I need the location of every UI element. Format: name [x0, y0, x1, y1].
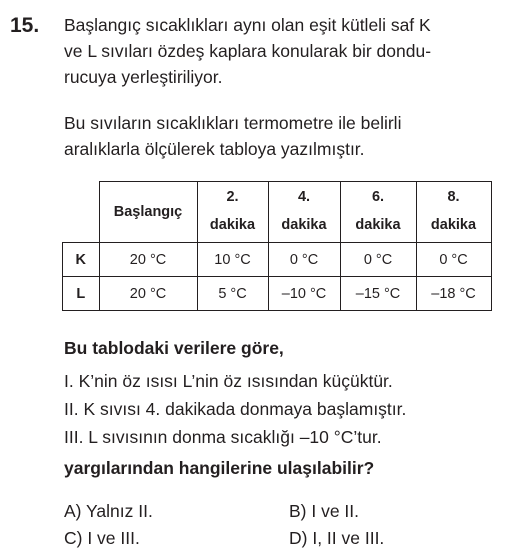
table-cell: 5 °C — [197, 277, 268, 311]
table-cell: –10 °C — [268, 277, 340, 311]
option-a[interactable]: A) Yalnız II. — [64, 501, 153, 521]
question-paragraph-1 — [64, 12, 504, 90]
table-cell: 0 °C — [416, 243, 491, 277]
paragraph-line: rucuya yerleştiriliyor. — [64, 67, 223, 87]
statement-1: I. K’nin öz ısısı L’nin öz ısısından küçüktür. — [64, 371, 393, 391]
table-row — [63, 277, 492, 311]
table-cell: –18 °C — [416, 277, 491, 311]
header-bottom: dakika — [430, 217, 477, 233]
statement-3: III. L sıvısının donma sıcaklığı –10 °C’tur. — [64, 427, 382, 447]
option-b[interactable]: B) I ve II. — [289, 501, 360, 521]
header-start: Başlangıç — [99, 182, 197, 243]
header-col-2 — [197, 182, 268, 243]
paragraph-line: aralıklarla ölçülerek tabloya yazılmıştır. — [64, 139, 365, 159]
temperature-table — [62, 181, 492, 311]
table-cell: 0 °C — [340, 243, 416, 277]
table-cell: 0 °C — [268, 243, 340, 277]
row-label: L — [63, 277, 100, 311]
question-number: 15. — [10, 14, 40, 37]
paragraph-line: Bu sıvıların sıcaklıkları termometre ile belirli — [64, 113, 402, 133]
table-cell: 20 °C — [99, 243, 197, 277]
header-bottom: dakika — [209, 217, 256, 233]
header-top: 6. — [371, 189, 385, 205]
header-bottom: dakika — [281, 217, 327, 233]
option-d[interactable]: D) I, II ve III. — [289, 528, 385, 548]
table-cell: –15 °C — [340, 277, 416, 311]
header-bottom: dakika — [355, 217, 401, 233]
table-header-row — [63, 182, 492, 243]
header-top: 8. — [447, 189, 460, 205]
header-top: 2. — [226, 189, 239, 205]
question-paragraph-2 — [64, 110, 504, 162]
paragraph-line: Başlangıç sıcaklıkları aynı olan eşit kütleli saf K — [64, 15, 431, 35]
table-corner-cell — [63, 182, 100, 243]
table-row — [63, 243, 492, 277]
header-top: 4. — [297, 189, 311, 205]
prompt-intro: Bu tablodaki verilere göre, — [64, 338, 284, 358]
statement-2: II. K sıvısı 4. dakikada donmaya başlamıştır. — [64, 399, 407, 419]
header-col-6 — [340, 182, 416, 243]
prompt-question: yargılarından hangilerine ulaşılabilir? — [64, 458, 375, 478]
table-cell: 20 °C — [99, 277, 197, 311]
option-c[interactable]: C) I ve III. — [64, 528, 140, 548]
header-col-8 — [416, 182, 491, 243]
table-cell: 10 °C — [197, 243, 268, 277]
row-label: K — [63, 243, 100, 277]
header-col-4 — [268, 182, 340, 243]
paragraph-line: ve L sıvıları özdeş kaplara konularak bir dondu- — [64, 41, 432, 61]
